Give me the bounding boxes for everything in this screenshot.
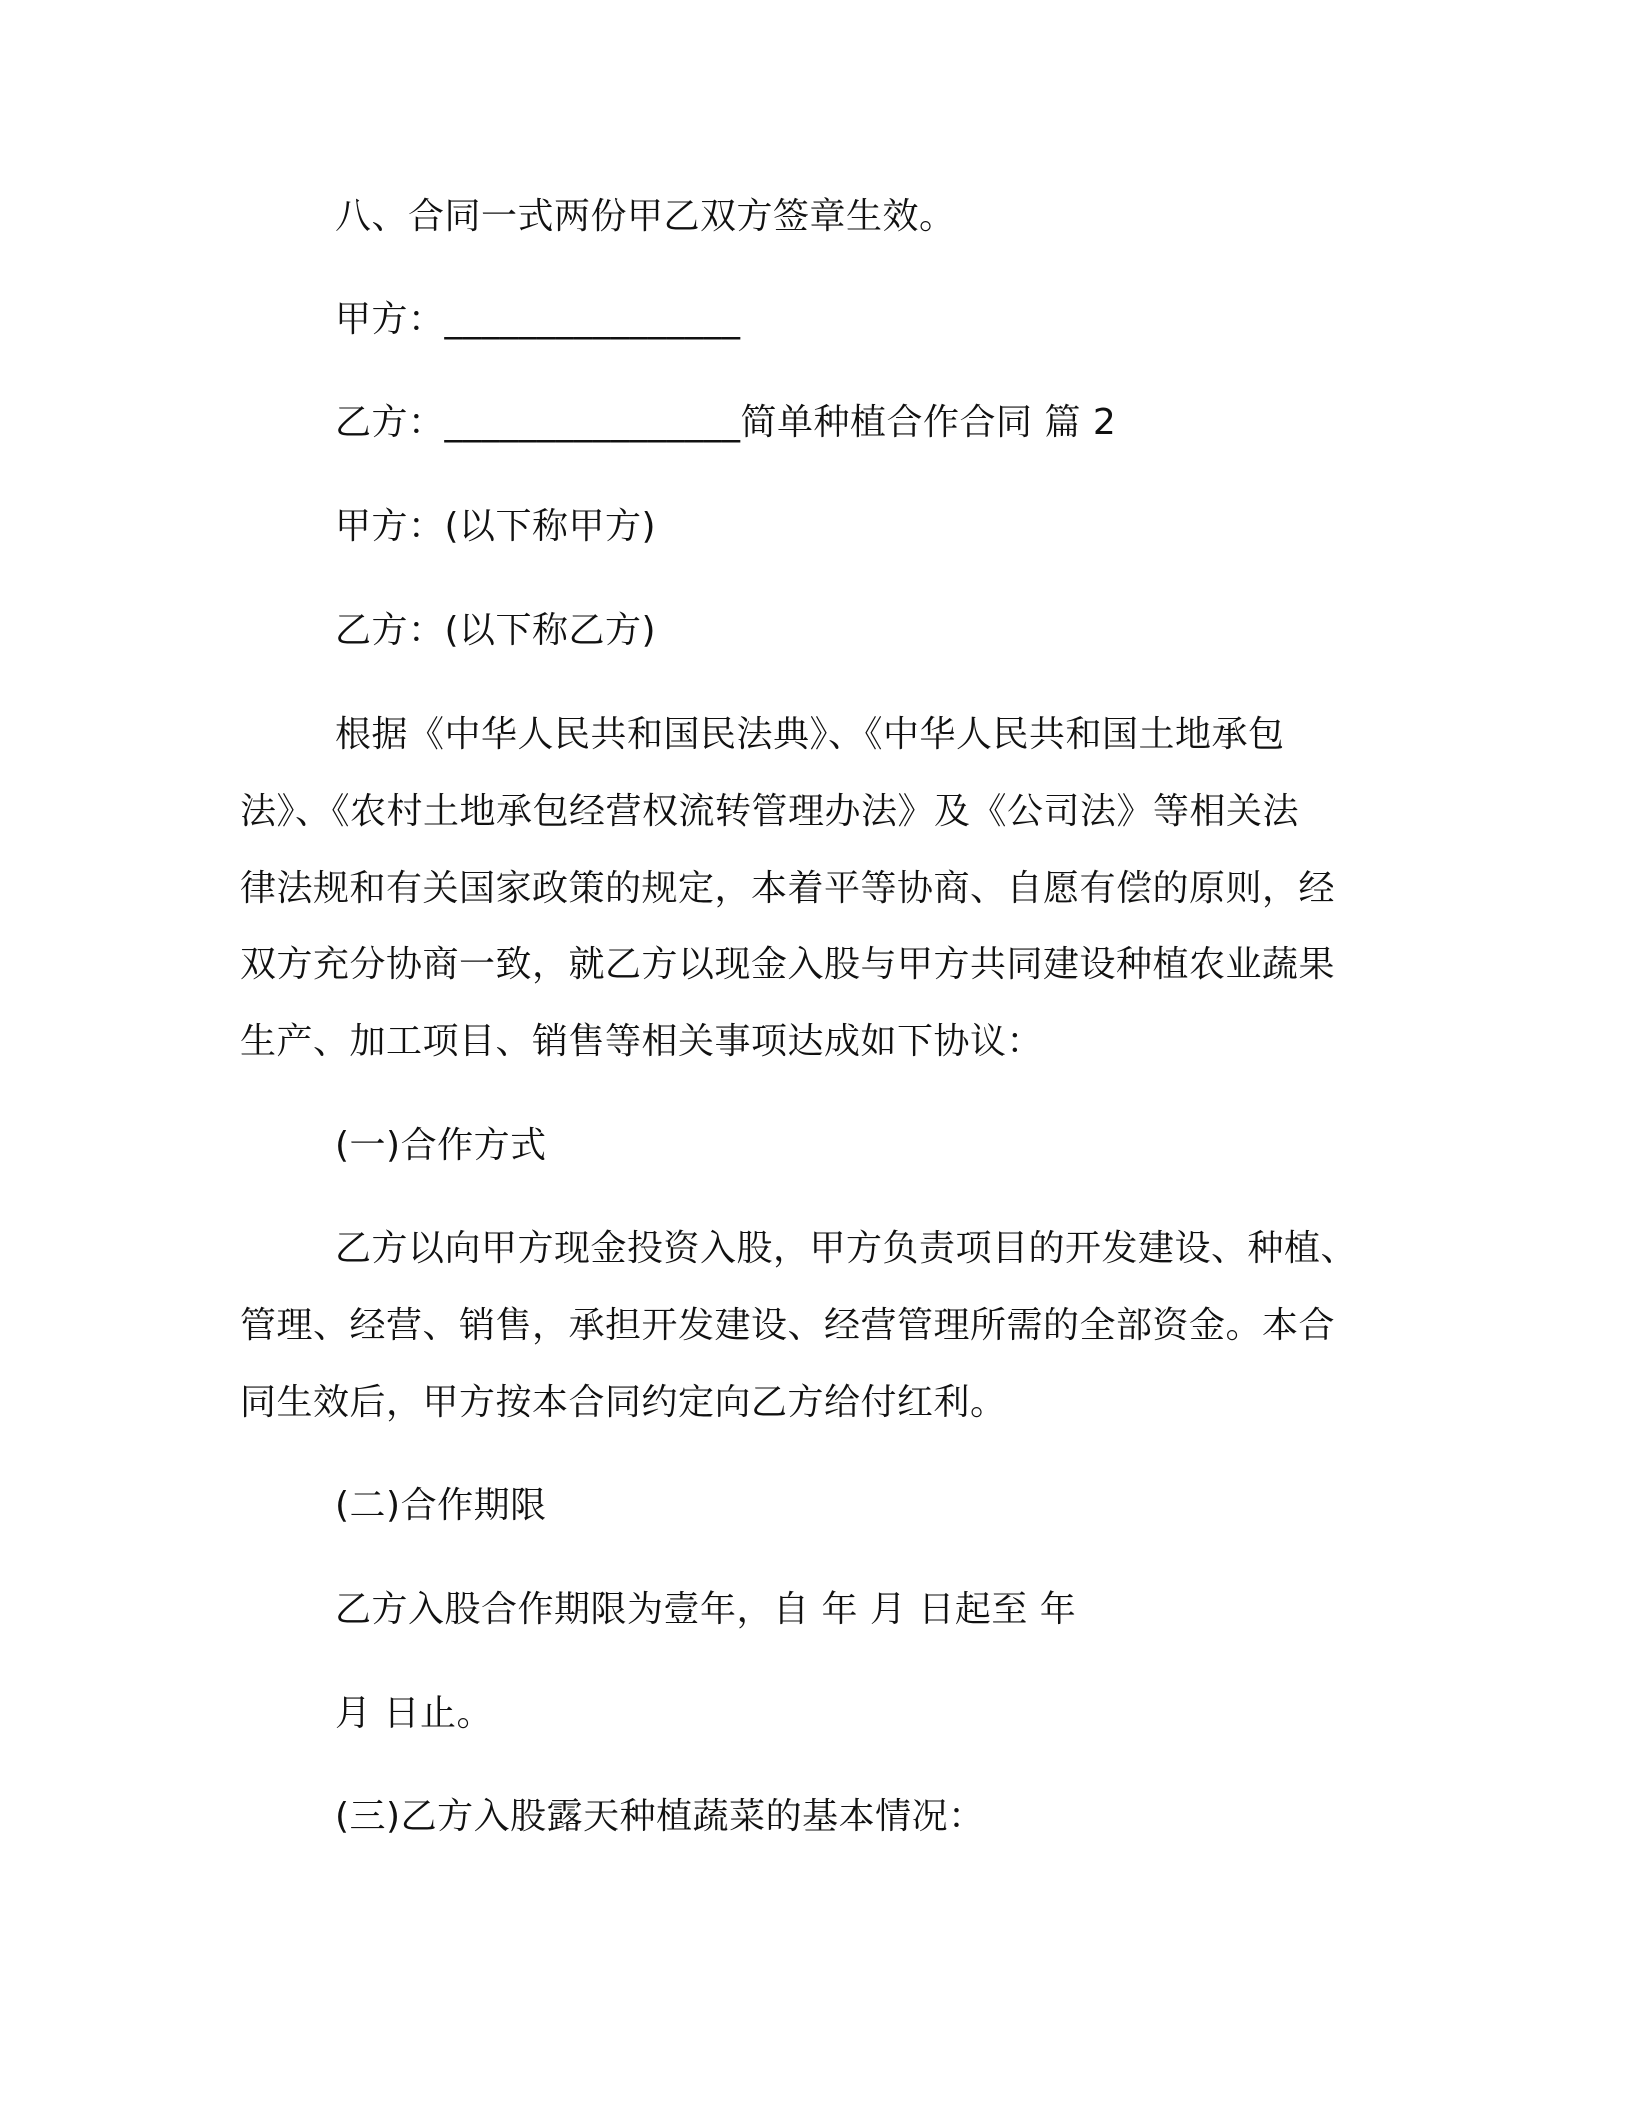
party-b-signature-line: 乙方：________________简单种植合作合同 篇 2 [335, 402, 1117, 443]
party-a-signature-line: 甲方：________________ [335, 299, 741, 340]
preamble-line-2: 法》、《农村土地承包经营权流转管理办法》及《公司法》等相关法 [240, 791, 1300, 832]
cooperation-line-1: 乙方以向甲方现金投资入股，甲方负责项目的开发建设、种植、 [335, 1228, 1358, 1269]
cooperation-line-2: 管理、经营、销售，承担开发建设、经营管理所需的全部资金。本合 [240, 1305, 1336, 1346]
cooperation-line-3: 同生效后，甲方按本合同约定向乙方给付红利。 [240, 1382, 1007, 1423]
section-heading-2: (二)合作期限 [335, 1485, 547, 1526]
section-heading-3: (三)乙方入股露天种植蔬菜的基本情况： [335, 1796, 985, 1837]
term-line-1: 乙方入股合作期限为壹年，自 年 月 日起至 年 [335, 1589, 1077, 1630]
section-heading-1: (一)合作方式 [335, 1125, 547, 1166]
preamble-line-4: 双方充分协商一致，就乙方以现金入股与甲方共同建设种植农业蔬果 [240, 944, 1336, 985]
preamble-line-1: 根据《中华人民共和国民法典》、《中华人民共和国土地承包 [335, 714, 1285, 755]
preamble-line-3: 律法规和有关国家政策的规定，本着平等协商、自愿有偿的原则，经 [240, 868, 1336, 909]
term-line-2: 月 日止。 [335, 1693, 493, 1734]
party-b-intro: 乙方：(以下称乙方) [335, 610, 657, 651]
clause-8: 八、合同一式两份甲乙双方签章生效。 [335, 196, 956, 237]
party-a-intro: 甲方：(以下称甲方) [335, 506, 657, 547]
preamble-line-5: 生产、加工项目、销售等相关事项达成如下协议： [240, 1021, 1044, 1062]
